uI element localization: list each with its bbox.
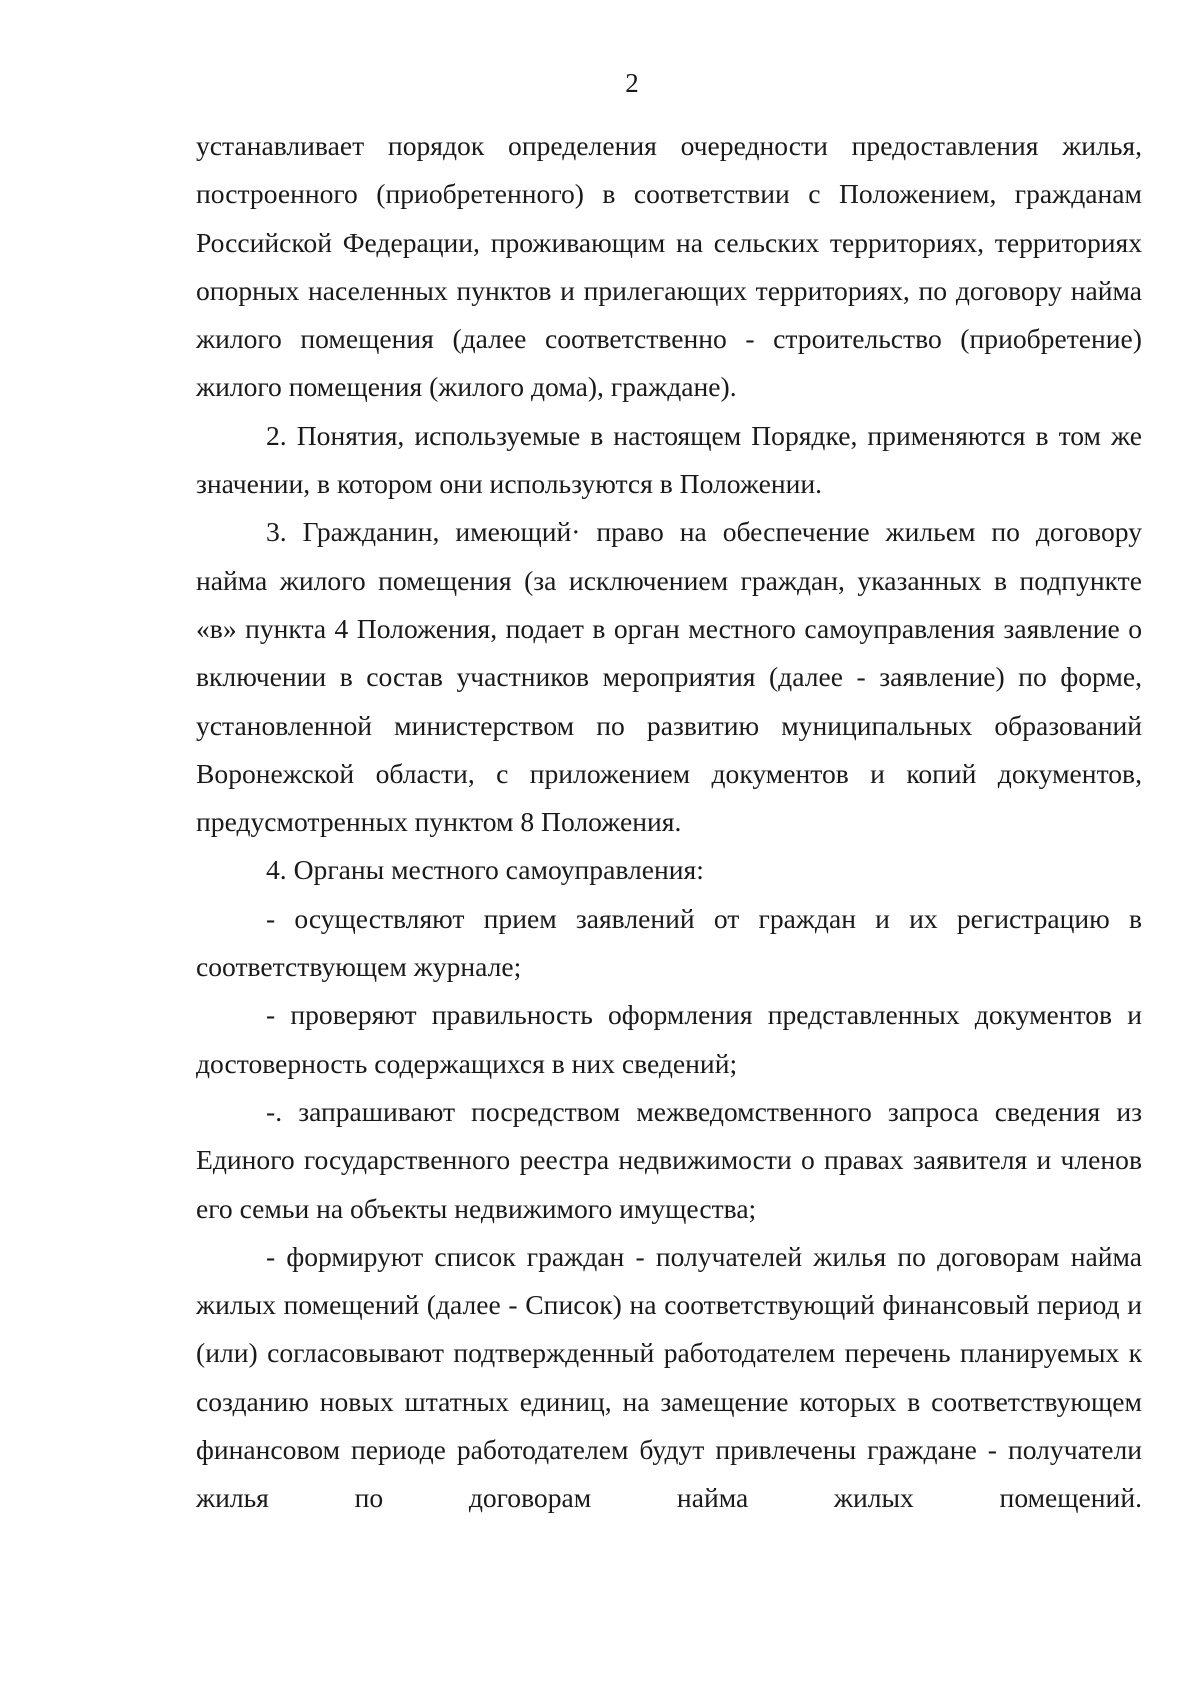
list-item-verify: - проверяют правильность оформления представленных документов и достоверность содержащихся в них сведений; [196, 999, 1142, 1079]
list-item-request: -. запрашивают посредством межведомственного запроса сведения из Единого государственного реестра недвижимости о правах заявителя и членов его семьи на объекты недвижимого имущества; [196, 1095, 1142, 1224]
list-item-form-list: - формируют список граждан - получателей жилья по договорам найма жилых помещений (далее - Список) на соответствующий финансовый период и (или) согласовывают подтвержденный работодателем перечень планируемых к созданию новых штатных единиц, на замещение которых в соответствующем финансовом периоде работодателем будут привлечены граждане - получатели жилья по договорам найма жилых помещений. [196, 1240, 1142, 1514]
paragraph-3: 3. Гражданин, имеющий· право на обеспечение жильем по договору найма жилого помещения (за исключением граждан, указанных в подпункте «в» пункта 4 Положения, подает в орган местного самоуправления заявление о включении в состав участников мероприятия (далее - заявление) по форме, установленной министерством по развитию муниципальных образований Воронежской области, с приложением документов и копий документов, предусмотренных пунктом 8 Положения. [196, 516, 1142, 838]
paragraph-2: 2. Понятия, используемые в настоящем Порядке, применяются в том же значении, в котором они используются в Положении. [196, 419, 1142, 500]
document-body [196, 122, 1142, 1523]
paragraph-4: 4. Органы местного самоуправления: [266, 854, 704, 886]
page-number: 2 [625, 68, 639, 98]
list-item-intake: - осуществляют прием заявлений от граждан и их регистрацию в соответствующем журнале; [196, 902, 1142, 983]
paragraph-continuation: устанавливает порядок определения очередности предоставления жилья, построенного (приобретенного) в соответствии с Положением, гражданам Российской Федерации, проживающим на сельских территориях, территориях опорных населенных пунктов и прилегающих территориях, по договору найма жилого помещения (далее соответственно - строительство (приобретение) жилого помещения (жилого дома), граждане). [196, 130, 1142, 403]
